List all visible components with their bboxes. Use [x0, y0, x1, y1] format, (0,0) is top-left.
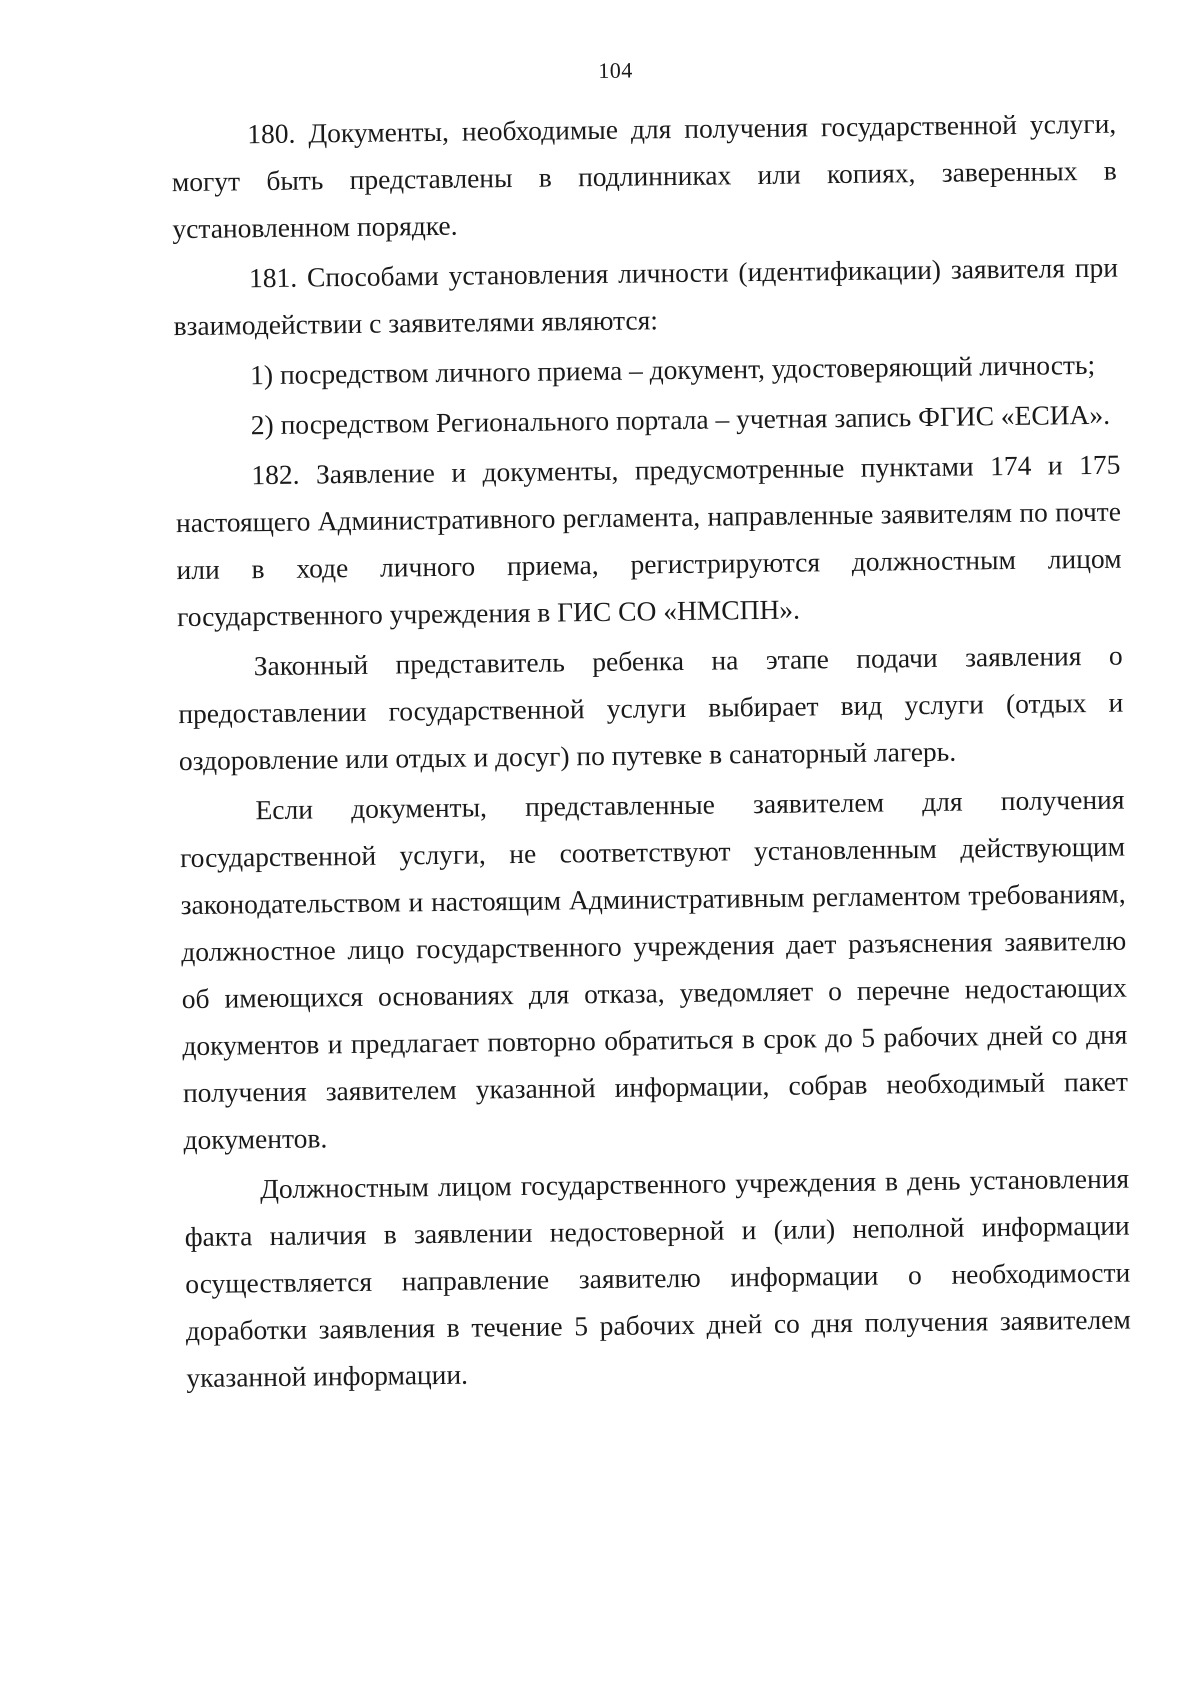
page-number: 104 — [598, 57, 633, 83]
paragraph-legal-representative: Законный представитель ребенка на этапе подачи заявления о предоставлении государственной услуги выбирает вид услуги (отдых и оздоровление или отдых и досуг) по путевке в санаторный лагерь. — [178, 639, 1124, 777]
paragraph-nonconforming-documents: Если документы, представленные заявителем для получения государственной услуги, не соответствуют установленным действующим законодательством и настоящим Административным регламентом требованиям, должностное лицо государственного учреждения дает разъяснения заявителю об имеющихся основаниях для отказа, уведомляет о перечне недостающих документов и предлагает повторно обратиться в срок до 5 рабочих дней со дня получения заявителем указанной информации, собрав необходимый пакет документов. — [179, 783, 1129, 1156]
paragraph-181: 181. Способами установления личности (идентификации) заявителя при взаимодействии с заявителями являются: — [173, 251, 1119, 342]
paragraph-180: 180. Документы, необходимые для получения государственной услуги, могут быть представлены в подлинниках или копиях, заверенных в установленном порядке. — [171, 107, 1117, 245]
paragraph-incomplete-information: Должностным лицом государственного учреждения в день установления факта наличия в заявлении недостоверной и (или) неполной информации осуществляется направление заявителю информации о необходимости доработки заявления в течение 5 рабочих дней со дня получения заявителем указанной информации. — [184, 1162, 1131, 1394]
list-item-regional-portal: 2) посредством Регионального портала – учетная запись ФГИС «ЕСИА». — [250, 398, 1111, 441]
document-body — [171, 100, 1132, 1404]
list-item-personal-reception: 1) посредством личного приема – документ, удостоверяющий личность; — [250, 348, 1096, 391]
paragraph-182: 182. Заявление и документы, предусмотренные пунктами 174 и 175 настоящего Административного регламента, направленные заявителям по почте или в ходе личного приема, регистрируются должностным лицом государственного учреждения в ГИС СО «НМСПН». — [175, 448, 1122, 633]
